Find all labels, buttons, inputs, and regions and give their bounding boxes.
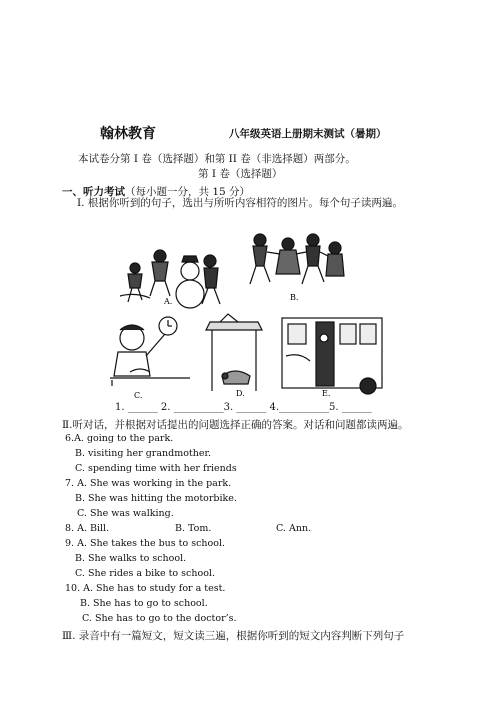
brand-name: 翰林教育 (100, 126, 156, 142)
picture-c-clock (110, 317, 190, 386)
picture-label-d: D. (236, 389, 245, 398)
exam-intro: 本试卷分第 I 卷（选择题）和第 II 卷（非选择题）两部分。 (78, 153, 356, 165)
q9-option-c[interactable]: C. She rides a bike to school. (75, 568, 215, 579)
picture-area (110, 226, 390, 406)
picture-b-dancing (250, 234, 344, 284)
part1-answer-line[interactable]: 1. ______ 2. __________3. ______ 4.__________5. ______ (115, 402, 372, 413)
exam-title: 八年级英语上册期末测试（暑期） (229, 128, 387, 140)
part1-instruction: Ⅰ. 根据你听到的句子，选出与所听内容相符的图片。每个句子读两遍。 (77, 197, 403, 209)
q10-option-b[interactable]: B. She has to go to school. (80, 598, 208, 609)
q7-option-b[interactable]: B. She was hitting the motorbike. (75, 493, 237, 504)
picture-label-b: B. (290, 293, 299, 302)
q7-option-c[interactable]: C. She was walking. (77, 508, 174, 519)
picture-e-bus (282, 318, 382, 394)
q9-option-a[interactable]: 9. A. She takes the bus to school. (65, 538, 226, 549)
q9-option-b[interactable]: B. She walks to school. (75, 553, 187, 564)
part3-instruction: Ⅲ. 录音中有一篇短文，短文读三遍，根据你听到的短文内容判断下列句子 (62, 630, 405, 642)
q7-option-a[interactable]: 7. A. She was working in the park. (65, 478, 232, 489)
picture-label-a: A. (164, 297, 173, 306)
q6-option-a[interactable]: 6.A. going to the park. (65, 433, 174, 444)
q8-option-c[interactable]: C. Ann. (276, 523, 312, 534)
section1-heading: 一、听力考试 (62, 186, 125, 198)
q6-option-b[interactable]: B. visiting her grandmother. (75, 448, 212, 459)
q10-option-c[interactable]: C. She has to go to the doctor’s. (82, 613, 237, 624)
picture-label-c: C. (134, 391, 143, 400)
q8-option-a[interactable]: 8. A. Bill. (65, 523, 110, 534)
picture-label-e: E. (322, 389, 331, 398)
picture-d-cat (206, 314, 262, 391)
q6-option-c[interactable]: C. spending time with her friends (75, 463, 237, 474)
q8-option-b[interactable]: B. Tom. (175, 523, 212, 534)
section1-heading-note: （每小题一分，共 15 分） (125, 186, 251, 198)
volume-title: 第 I 卷（选择题） (198, 168, 283, 180)
q10-option-a[interactable]: 10. A. She has to study for a test. (65, 583, 226, 594)
part2-instruction: Ⅱ.听对话，并根据对话提出的问题选择正确的答案。对话和问题都读两遍。 (62, 419, 409, 431)
